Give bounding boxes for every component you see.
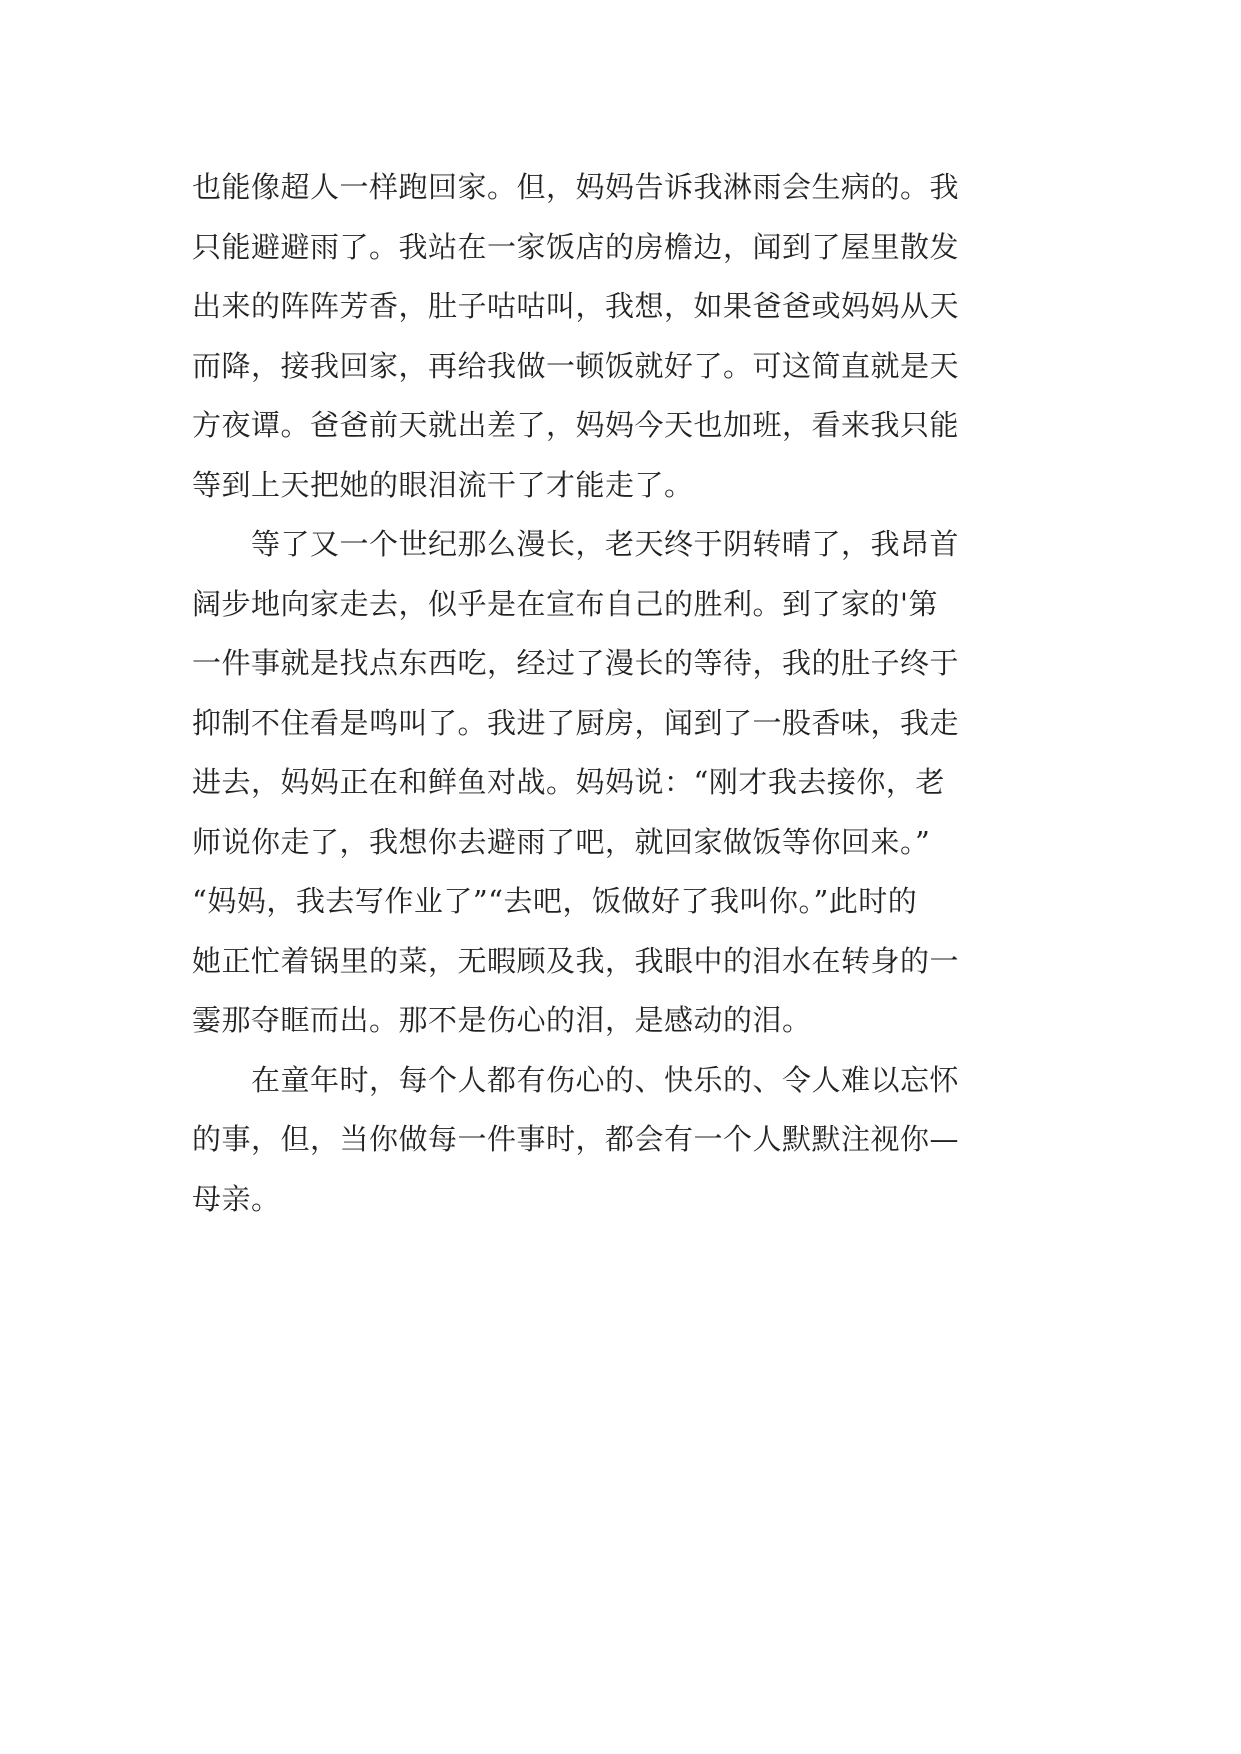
text-line: 霎那夺眶而出。那不是伤心的泪，是感动的泪。 (192, 1003, 812, 1037)
essay-text (192, 158, 1052, 1229)
text-line: 阔步地向家走去，似乎是在宣布自己的胜利。到了家的'第 (192, 586, 938, 621)
text-line: 等了又一个世纪那么漫长，老天终于阴转晴了，我昂首 (192, 527, 960, 561)
text-line: 抑制不住看是鸣叫了。我进了厨房，闻到了一股香味，我走 (192, 705, 960, 740)
text-line: 一件事就是找点东西吃，经过了漫长的等待，我的肚子终于 (192, 646, 960, 680)
text-line: 进去，妈妈正在和鲜鱼对战。妈妈说：“刚才我去接你，老 (192, 765, 945, 799)
text-line: 等到上天把她的眼泪流干了才能走了。 (192, 467, 694, 502)
text-line: 出来的阵阵芳香，肚子咕咕叫，我想，如果爸爸或妈妈从天 (192, 289, 960, 323)
text-line: 她正忙着锅里的菜，无暇顾及我，我眼中的泪水在转身的一 (192, 943, 960, 978)
text-line: 在童年时，每个人都有伤心的、快乐的、令人难以忘怀 (192, 1062, 960, 1097)
text-line: 的事，但，当你做每一件事时，都会有一个人默默注视你— (192, 1122, 960, 1156)
text-line: 只能避避雨了。我站在一家饭店的房檐边，闻到了屋里散发 (192, 229, 960, 264)
text-line: 母亲。 (192, 1181, 281, 1216)
text-line: “妈妈，我去写作业了”“去吧，饭做好了我叫你。”此时的 (192, 884, 918, 918)
text-line: 而降，接我回家，再给我做一顿饭就好了。可这简直就是天 (192, 348, 960, 383)
text-line: 也能像超人一样跑回家。但，妈妈告诉我淋雨会生病的。我 (192, 170, 960, 204)
text-line: 师说你走了，我想你去避雨了吧，就回家做饭等你回来。” (192, 824, 931, 859)
text-line: 方夜谭。爸爸前天就出差了，妈妈今天也加班，看来我只能 (192, 408, 960, 442)
